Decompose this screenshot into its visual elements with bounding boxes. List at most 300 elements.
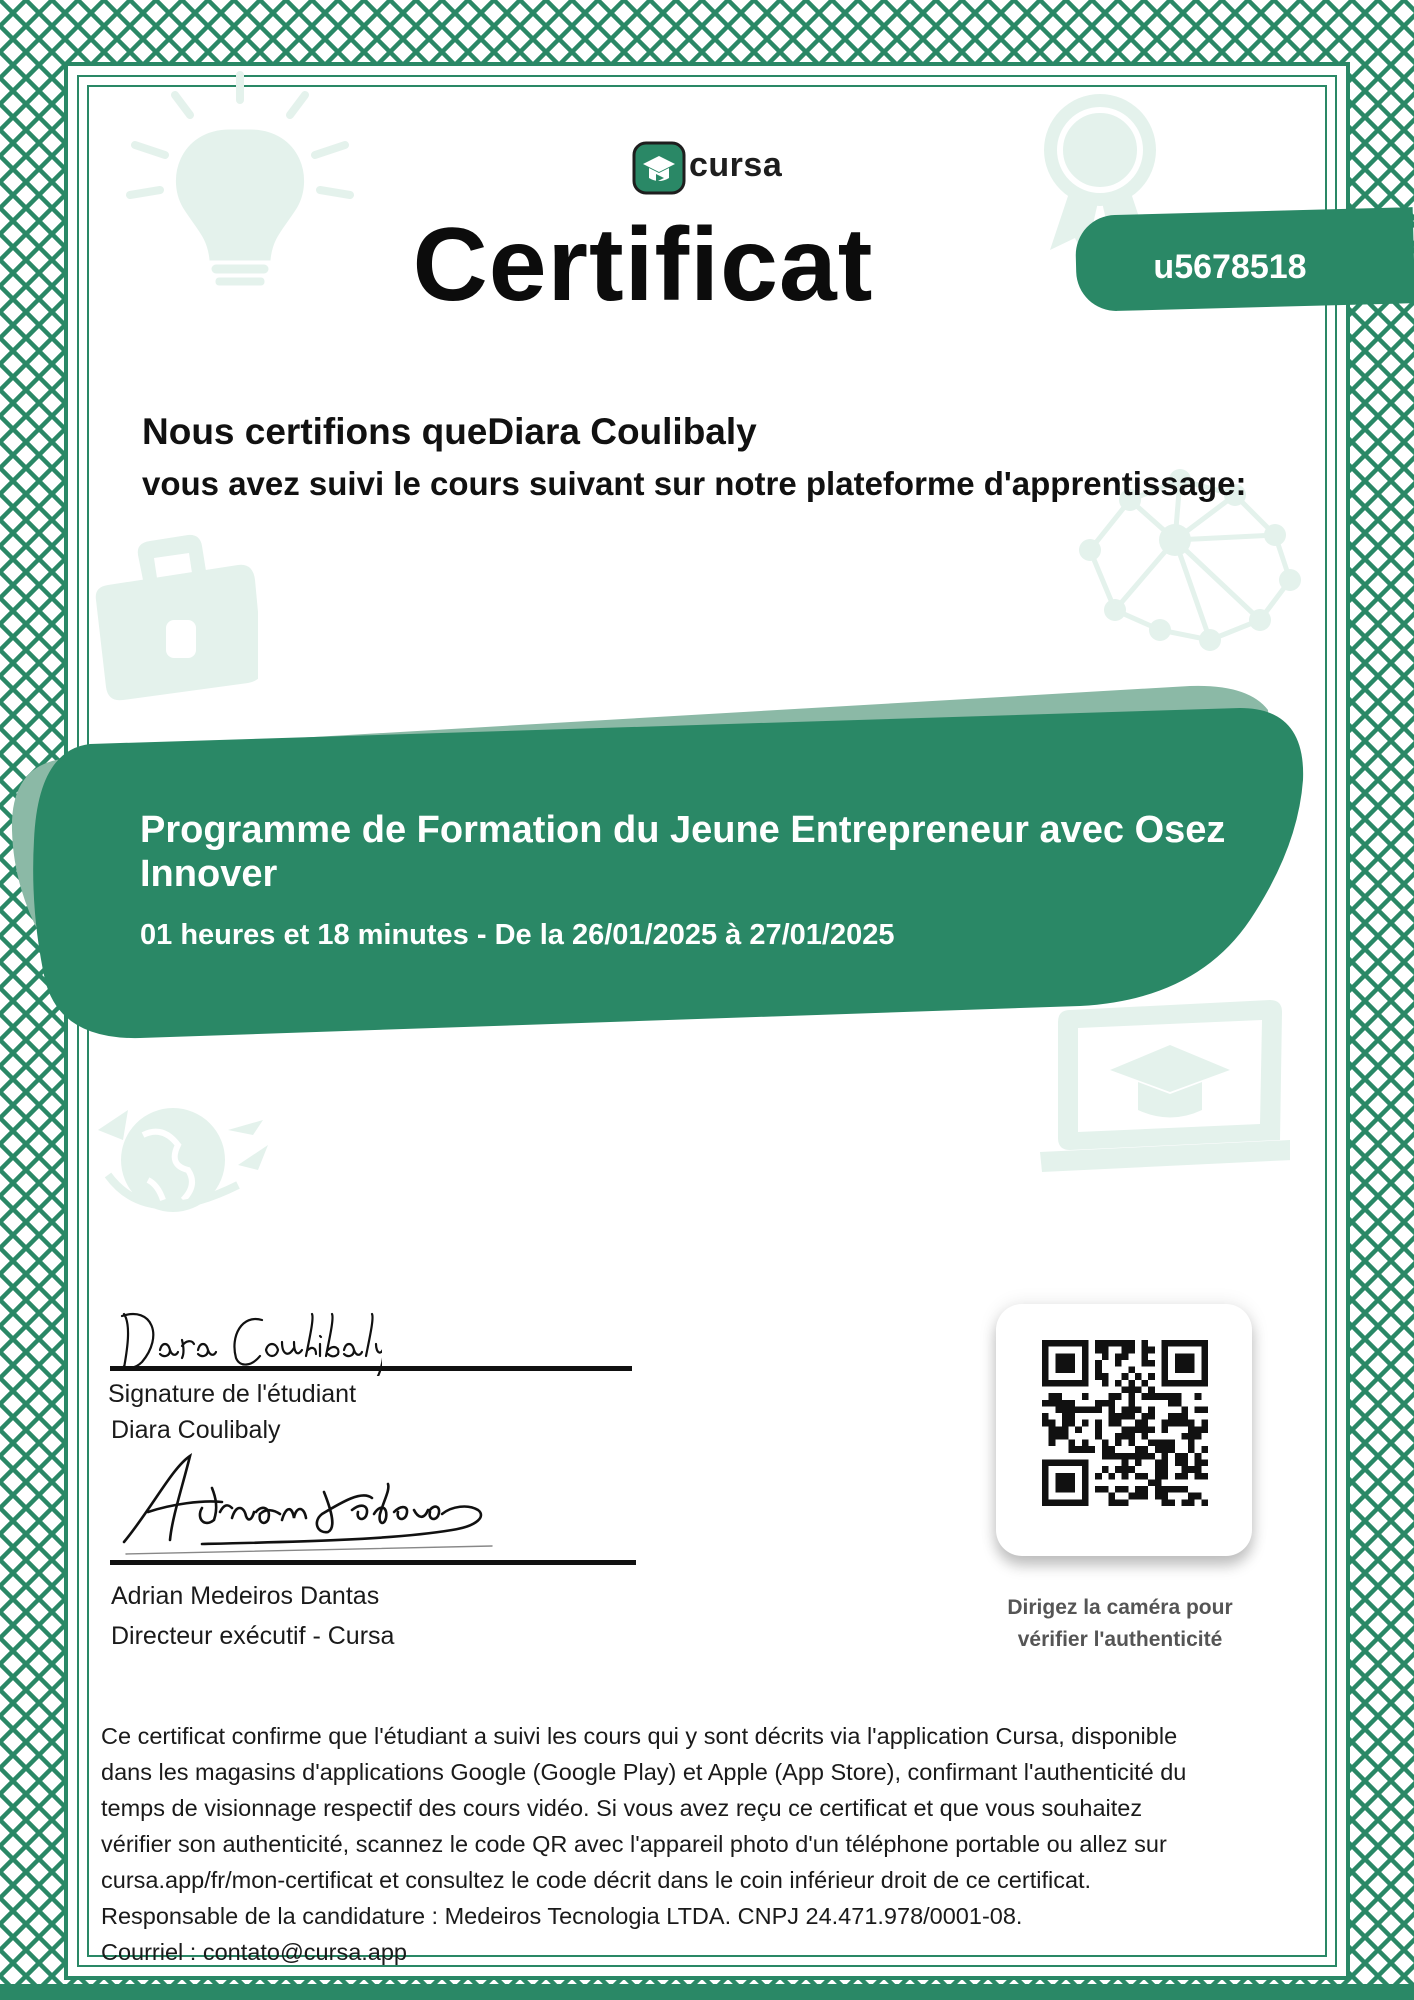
qr-module	[1201, 1420, 1208, 1427]
qr-module	[1201, 1347, 1208, 1354]
qr-module	[1188, 1493, 1195, 1500]
qr-module	[1195, 1340, 1202, 1347]
qr-module	[1128, 1400, 1135, 1407]
qr-module	[1042, 1400, 1049, 1407]
qr-module	[1142, 1380, 1149, 1387]
qr-module	[1082, 1479, 1089, 1486]
qr-module	[1069, 1353, 1076, 1360]
student-handwritten-signature	[112, 1296, 382, 1376]
qr-module	[1069, 1473, 1076, 1480]
student-signature-label: Signature de l'étudiant	[108, 1380, 357, 1408]
qr-module	[1181, 1380, 1188, 1387]
qr-module	[1062, 1353, 1069, 1360]
qr-module	[1069, 1360, 1076, 1367]
qr-module	[1188, 1367, 1195, 1374]
qr-module	[1181, 1353, 1188, 1360]
qr-module	[1142, 1426, 1149, 1433]
qr-code[interactable]	[1042, 1340, 1208, 1506]
qr-module	[1135, 1453, 1142, 1460]
qr-module	[1108, 1446, 1115, 1453]
qr-module	[1162, 1446, 1169, 1453]
qr-module	[1201, 1360, 1208, 1367]
qr-module	[1122, 1499, 1129, 1506]
footer-disclaimer	[101, 1718, 1301, 1970]
qr-module	[1069, 1420, 1076, 1427]
briefcase-icon	[88, 525, 258, 705]
qr-module	[1168, 1400, 1175, 1407]
qr-module	[1175, 1486, 1182, 1493]
qr-module	[1181, 1499, 1188, 1506]
qr-module	[1122, 1413, 1129, 1420]
qr-module	[1102, 1486, 1109, 1493]
qr-module	[1062, 1406, 1069, 1413]
qr-module	[1135, 1486, 1142, 1493]
qr-module	[1042, 1486, 1049, 1493]
qr-module	[1195, 1380, 1202, 1387]
qr-module	[1142, 1353, 1149, 1360]
qr-module	[1055, 1473, 1062, 1480]
qr-module	[1042, 1353, 1049, 1360]
qr-module	[1128, 1413, 1135, 1420]
qr-module	[1042, 1413, 1049, 1420]
director-name: Adrian Medeiros Dantas	[111, 1582, 380, 1610]
qr-module	[1082, 1486, 1089, 1493]
qr-module	[1188, 1360, 1195, 1367]
qr-module	[1062, 1473, 1069, 1480]
qr-module	[1055, 1479, 1062, 1486]
qr-module	[1142, 1433, 1149, 1440]
qr-module	[1142, 1420, 1149, 1427]
qr-module	[1142, 1413, 1149, 1420]
qr-module	[1201, 1367, 1208, 1374]
qr-module	[1168, 1340, 1175, 1347]
qr-module	[1062, 1460, 1069, 1467]
qr-module	[1148, 1426, 1155, 1433]
qr-module	[1195, 1433, 1202, 1440]
qr-module	[1115, 1380, 1122, 1387]
qr-module	[1108, 1406, 1115, 1413]
qr-module	[1062, 1486, 1069, 1493]
qr-module	[1062, 1340, 1069, 1347]
certificate-code: u5678518	[1153, 248, 1307, 286]
qr-module	[1042, 1479, 1049, 1486]
qr-module	[1082, 1440, 1089, 1447]
qr-module	[1195, 1426, 1202, 1433]
qr-module	[1162, 1347, 1169, 1354]
qr-module	[1095, 1433, 1102, 1440]
qr-module	[1095, 1486, 1102, 1493]
qr-module	[1135, 1493, 1142, 1500]
qr-module	[1108, 1493, 1115, 1500]
qr-module	[1162, 1460, 1169, 1467]
qr-module	[1062, 1413, 1069, 1420]
certify-prefix: Nous certifions que	[142, 411, 488, 452]
footer-line: dans les magasins d'applications Google (Google Play) et Apple (App Store), confirmant l'authenticité du	[101, 1759, 1187, 1785]
course-duration-dates: 01 heures et 18 minutes - De la 26/01/2025 à 27/01/2025	[140, 919, 895, 951]
qr-module	[1055, 1406, 1062, 1413]
qr-module	[1069, 1440, 1076, 1447]
qr-module	[1128, 1453, 1135, 1460]
qr-module	[1122, 1466, 1129, 1473]
qr-module	[1201, 1406, 1208, 1413]
qr-module	[1082, 1446, 1089, 1453]
qr-module	[1069, 1367, 1076, 1374]
qr-module	[1148, 1386, 1155, 1393]
qr-module	[1181, 1340, 1188, 1347]
qr-module	[1075, 1426, 1082, 1433]
qr-module	[1095, 1400, 1102, 1407]
qr-module	[1155, 1446, 1162, 1453]
qr-module	[1201, 1460, 1208, 1467]
qr-module	[1128, 1347, 1135, 1354]
qr-module	[1122, 1426, 1129, 1433]
qr-module	[1188, 1353, 1195, 1360]
qr-module	[1148, 1453, 1155, 1460]
qr-module	[1162, 1440, 1169, 1447]
qr-module	[1055, 1367, 1062, 1374]
qr-module	[1069, 1400, 1076, 1407]
qr-module	[1042, 1499, 1049, 1506]
qr-module	[1122, 1460, 1129, 1467]
qr-module	[1108, 1453, 1115, 1460]
qr-module	[1155, 1440, 1162, 1447]
qr-module	[1055, 1400, 1062, 1407]
qr-module	[1201, 1353, 1208, 1360]
qr-module	[1188, 1426, 1195, 1433]
qr-module	[1162, 1473, 1169, 1480]
qr-module	[1188, 1433, 1195, 1440]
qr-module	[1082, 1340, 1089, 1347]
qr-module	[1115, 1353, 1122, 1360]
qr-module	[1128, 1493, 1135, 1500]
qr-module	[1042, 1340, 1049, 1347]
qr-module	[1075, 1406, 1082, 1413]
qr-module	[1042, 1380, 1049, 1387]
qr-module	[1055, 1393, 1062, 1400]
qr-module	[1181, 1433, 1188, 1440]
qr-module	[1142, 1453, 1149, 1460]
qr-module	[1175, 1353, 1182, 1360]
qr-module	[1102, 1400, 1109, 1407]
qr-module	[1095, 1426, 1102, 1433]
qr-module	[1148, 1479, 1155, 1486]
qr-module	[1069, 1479, 1076, 1486]
qr-module	[1122, 1347, 1129, 1354]
qr-module	[1168, 1486, 1175, 1493]
qr-module	[1162, 1353, 1169, 1360]
qr-module	[1082, 1360, 1089, 1367]
logo-text: cursa	[689, 146, 783, 184]
qr-module	[1188, 1466, 1195, 1473]
qr-module	[1049, 1393, 1056, 1400]
qr-module	[1181, 1473, 1188, 1480]
qr-module	[1108, 1393, 1115, 1400]
qr-caption-line: Dirigez la caméra pour	[1007, 1596, 1233, 1619]
qr-module	[1162, 1340, 1169, 1347]
qr-module	[1055, 1340, 1062, 1347]
qr-module	[1062, 1380, 1069, 1387]
qr-module	[1062, 1400, 1069, 1407]
qr-module	[1108, 1400, 1115, 1407]
qr-module	[1102, 1353, 1109, 1360]
qr-module	[1102, 1373, 1109, 1380]
qr-module	[1128, 1340, 1135, 1347]
qr-module	[1168, 1499, 1175, 1506]
qr-module	[1069, 1406, 1076, 1413]
qr-module	[1102, 1340, 1109, 1347]
qr-module	[1055, 1353, 1062, 1360]
qr-module	[1181, 1413, 1188, 1420]
qr-module	[1102, 1453, 1109, 1460]
qr-module	[1082, 1347, 1089, 1354]
qr-module	[1062, 1426, 1069, 1433]
qr-module	[1162, 1393, 1169, 1400]
qr-module	[1095, 1360, 1102, 1367]
qr-module	[1175, 1473, 1182, 1480]
qr-module	[1188, 1380, 1195, 1387]
qr-module	[1162, 1486, 1169, 1493]
qr-module	[1115, 1420, 1122, 1427]
qr-module	[1128, 1433, 1135, 1440]
qr-module	[1162, 1380, 1169, 1387]
qr-module	[1155, 1473, 1162, 1480]
qr-module	[1095, 1347, 1102, 1354]
certify-line	[142, 408, 757, 456]
qr-module	[1069, 1413, 1076, 1420]
qr-module	[1201, 1340, 1208, 1347]
qr-module	[1155, 1460, 1162, 1467]
qr-module	[1181, 1367, 1188, 1374]
qr-module	[1195, 1473, 1202, 1480]
qr-module	[1168, 1420, 1175, 1427]
qr-module	[1049, 1460, 1056, 1467]
qr-module	[1088, 1446, 1095, 1453]
qr-module	[1162, 1373, 1169, 1380]
qr-module	[1108, 1413, 1115, 1420]
qr-module	[1201, 1426, 1208, 1433]
course-title: Programme de Formation du Jeune Entrepreneur avec Osez Innover	[140, 809, 1226, 895]
qr-module	[1175, 1453, 1182, 1460]
qr-module	[1142, 1493, 1149, 1500]
qr-module	[1102, 1347, 1109, 1354]
qr-module	[1115, 1360, 1122, 1367]
qr-module	[1082, 1393, 1089, 1400]
qr-module	[1128, 1367, 1135, 1374]
qr-module	[1122, 1373, 1129, 1380]
qr-module	[1055, 1360, 1062, 1367]
qr-module	[1168, 1446, 1175, 1453]
qr-module	[1115, 1340, 1122, 1347]
qr-module	[1162, 1493, 1169, 1500]
qr-module	[1115, 1393, 1122, 1400]
title-text: Certificat	[412, 207, 874, 323]
qr-module	[1049, 1420, 1056, 1427]
qr-module	[1082, 1466, 1089, 1473]
qr-module	[1181, 1453, 1188, 1460]
qr-module	[1195, 1406, 1202, 1413]
qr-module	[1042, 1466, 1049, 1473]
qr-module	[1142, 1446, 1149, 1453]
qr-module	[1135, 1373, 1142, 1380]
qr-module	[1049, 1426, 1056, 1433]
qr-module	[1102, 1446, 1109, 1453]
qr-module	[1175, 1413, 1182, 1420]
qr-module	[1181, 1420, 1188, 1427]
qr-module	[1122, 1353, 1129, 1360]
qr-module	[1162, 1426, 1169, 1433]
qr-module	[1055, 1433, 1062, 1440]
qr-module	[1135, 1420, 1142, 1427]
qr-module	[1142, 1473, 1149, 1480]
qr-module	[1128, 1386, 1135, 1393]
qr-module	[1082, 1373, 1089, 1380]
qr-module	[1162, 1420, 1169, 1427]
qr-module	[1122, 1453, 1129, 1460]
qr-module	[1128, 1466, 1135, 1473]
qr-module	[1175, 1360, 1182, 1367]
qr-module	[1082, 1353, 1089, 1360]
qr-module	[1049, 1499, 1056, 1506]
qr-module	[1069, 1486, 1076, 1493]
qr-module	[1055, 1499, 1062, 1506]
qr-module	[1162, 1367, 1169, 1374]
qr-module	[1175, 1340, 1182, 1347]
qr-module	[1181, 1486, 1188, 1493]
qr-module	[1069, 1446, 1076, 1453]
qr-module	[1049, 1440, 1056, 1447]
qr-module	[1181, 1466, 1188, 1473]
qr-module	[1062, 1479, 1069, 1486]
qr-module	[1095, 1367, 1102, 1374]
qr-module	[1142, 1340, 1149, 1347]
qr-module	[1082, 1473, 1089, 1480]
qr-module	[1062, 1420, 1069, 1427]
qr-module	[1148, 1373, 1155, 1380]
qr-module	[1075, 1499, 1082, 1506]
student-name: Diara Coulibaly	[487, 411, 757, 452]
student-signature-line	[110, 1366, 632, 1371]
qr-module	[1082, 1460, 1089, 1467]
qr-module	[1148, 1360, 1155, 1367]
director-signature-line	[110, 1560, 636, 1565]
qr-module	[1168, 1393, 1175, 1400]
qr-module	[1162, 1360, 1169, 1367]
qr-module	[1142, 1393, 1149, 1400]
qr-module	[1195, 1493, 1202, 1500]
qr-module	[1155, 1486, 1162, 1493]
qr-module	[1069, 1499, 1076, 1506]
qr-module	[1108, 1499, 1115, 1506]
qr-module	[1155, 1479, 1162, 1486]
qr-module	[1168, 1380, 1175, 1387]
qr-module	[1115, 1433, 1122, 1440]
qr-module	[1042, 1367, 1049, 1374]
qr-module	[1042, 1347, 1049, 1354]
qr-module	[1102, 1440, 1109, 1447]
globe-airplane-icon	[88, 1090, 268, 1230]
qr-module	[1175, 1393, 1182, 1400]
qr-module	[1082, 1420, 1089, 1427]
qr-module	[1148, 1413, 1155, 1420]
qr-module	[1181, 1360, 1188, 1367]
footer-line: cursa.app/fr/mon-certificat et consultez le code décrit dans le coin inférieur droit de ce certificat.	[101, 1867, 1092, 1893]
qr-module	[1082, 1367, 1089, 1374]
footer-line: Courriel : contato@cursa.app	[101, 1939, 408, 1965]
qr-module	[1175, 1367, 1182, 1374]
qr-module	[1075, 1446, 1082, 1453]
qr-module	[1055, 1460, 1062, 1467]
qr-module	[1088, 1406, 1095, 1413]
qr-module	[1142, 1360, 1149, 1367]
qr-module	[1135, 1460, 1142, 1467]
qr-module	[1062, 1360, 1069, 1367]
qr-module	[1175, 1380, 1182, 1387]
qr-module	[1049, 1340, 1056, 1347]
qr-module	[1168, 1413, 1175, 1420]
qr-module	[1148, 1406, 1155, 1413]
qr-module	[1095, 1373, 1102, 1380]
qr-module	[1168, 1440, 1175, 1447]
qr-module	[1115, 1466, 1122, 1473]
footer-line: Responsable de la candidature : Medeiros Tecnologia LTDA. CNPJ 24.471.978/0001-08.	[101, 1903, 1023, 1929]
qr-module	[1069, 1380, 1076, 1387]
qr-module	[1162, 1453, 1169, 1460]
qr-module	[1042, 1360, 1049, 1367]
footer-line: Ce certificat confirme que l'étudiant a suivi les cours qui y sont décrits via l'application Cursa, disponible	[101, 1723, 1178, 1749]
qr-module	[1148, 1393, 1155, 1400]
qr-module	[1115, 1499, 1122, 1506]
qr-module	[1108, 1420, 1115, 1427]
qr-module	[1162, 1499, 1169, 1506]
qr-module	[1115, 1453, 1122, 1460]
qr-module	[1195, 1466, 1202, 1473]
qr-caption	[960, 1592, 1280, 1656]
qr-module	[1049, 1380, 1056, 1387]
qr-module	[1142, 1486, 1149, 1493]
qr-module	[1128, 1380, 1135, 1387]
qr-module	[1108, 1340, 1115, 1347]
qr-module	[1115, 1413, 1122, 1420]
qr-module	[1201, 1473, 1208, 1480]
qr-module	[1195, 1393, 1202, 1400]
qr-module	[1042, 1420, 1049, 1427]
followed-text: vous avez suivi le cours suivant sur notre plateforme d'apprentissage:	[142, 465, 1247, 502]
qr-module	[1102, 1380, 1109, 1387]
qr-module	[1128, 1406, 1135, 1413]
qr-module	[1155, 1466, 1162, 1473]
qr-module	[1062, 1499, 1069, 1506]
qr-module	[1082, 1406, 1089, 1413]
qr-module	[1095, 1406, 1102, 1413]
qr-module	[1201, 1446, 1208, 1453]
qr-module	[1115, 1440, 1122, 1447]
qr-module	[1201, 1373, 1208, 1380]
qr-module	[1195, 1460, 1202, 1467]
qr-module	[1128, 1393, 1135, 1400]
qr-module	[1175, 1400, 1182, 1407]
qr-module	[1102, 1466, 1109, 1473]
qr-module	[1062, 1367, 1069, 1374]
qr-module	[1055, 1426, 1062, 1433]
qr-module	[1042, 1493, 1049, 1500]
qr-module	[1188, 1340, 1195, 1347]
qr-module	[1122, 1433, 1129, 1440]
footer-line: temps de visionnage respectif des cours vidéo. Si vous avez reçu ce certificat et que vous souhaitez	[101, 1795, 1143, 1821]
qr-module	[1148, 1347, 1155, 1354]
qr-module	[1122, 1473, 1129, 1480]
qr-module	[1082, 1380, 1089, 1387]
qr-module	[1128, 1440, 1135, 1447]
